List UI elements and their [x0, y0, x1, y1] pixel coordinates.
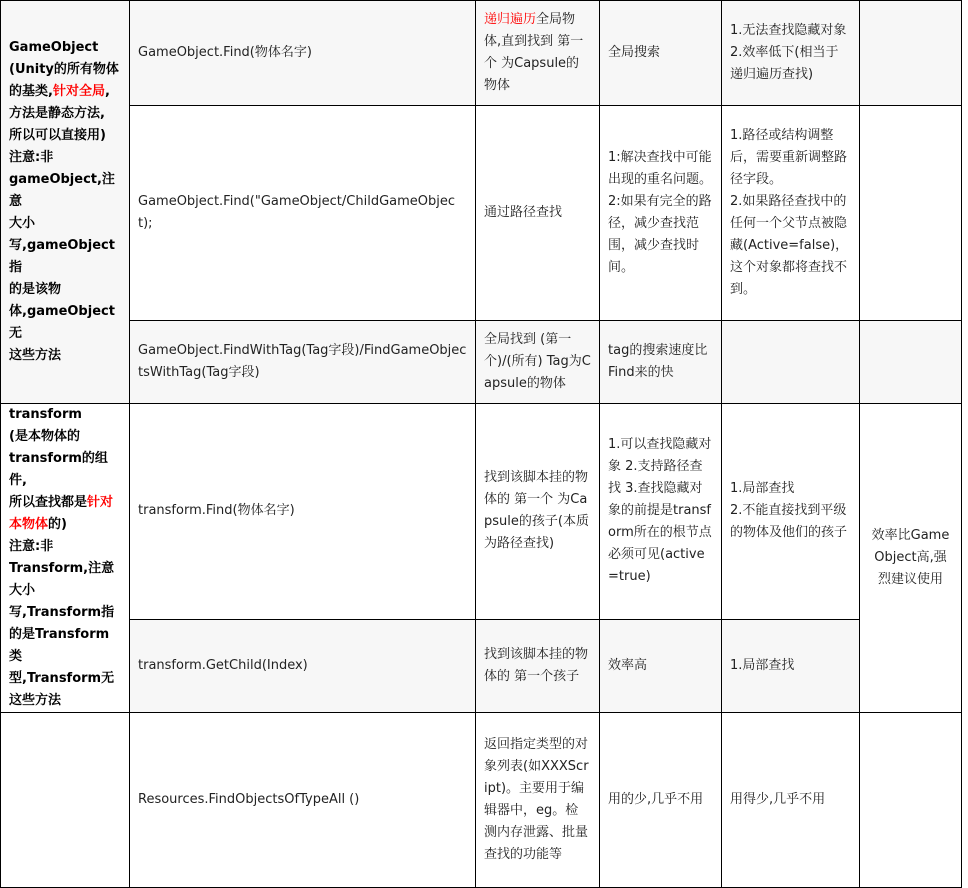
category-text: 体,gameObject无	[9, 304, 115, 341]
method-cell: GameObject.Find(物体名字)	[130, 1, 476, 106]
highlight-text: 针对	[87, 495, 114, 510]
table-row	[1, 1, 962, 106]
category-text: 写,Transform指	[9, 605, 115, 620]
category-text: 的)	[48, 517, 67, 532]
scope-cell: 用的少,几乎不用	[600, 713, 722, 888]
description-cell: 返回指定类型的对象列表(如XXXScript)。主要用于编辑器中，eg。检测内存泄露、批量查找的功能等	[476, 713, 600, 888]
category-text: 的是该物	[9, 282, 62, 297]
empty-cell	[860, 321, 962, 404]
note-cell: 用得少,几乎不用	[722, 713, 860, 888]
category-text: 方法是静态方法,	[9, 106, 105, 121]
category-text: 注意:非	[9, 539, 54, 554]
category-text: 型,Transform无	[9, 671, 115, 686]
scope-cell: 效率高	[600, 619, 722, 712]
table-row	[1, 404, 962, 620]
note-text: 1.无法查找隐藏对象	[730, 23, 847, 38]
category-text: 所以查找都是	[9, 495, 88, 510]
scope-cell	[600, 106, 722, 321]
method-cell: Resources.FindObjectsOfTypeAll ()	[130, 713, 476, 888]
category-text	[9, 81, 121, 103]
category-text: gameObject,注意	[9, 172, 115, 209]
highlight-text: 递归遍历	[484, 12, 537, 27]
scope-cell: 1.可以查找隐藏对象 2.支持路径查找 3.查找隐藏对象的前提是transform所在的根节点必须可见(active=true)	[600, 404, 722, 620]
empty-cell	[860, 1, 962, 106]
category-text: 注意:非	[9, 150, 54, 165]
table-row	[1, 619, 962, 712]
category-text: 的基类,	[9, 84, 53, 99]
category-text: (Unity的所有物体	[9, 62, 119, 77]
table-row	[1, 321, 962, 404]
category-text: 所以可以直接用)	[9, 128, 106, 143]
description-cell: 全局找到 (第一个)/(所有) Tag为Capsule的物体	[476, 321, 600, 404]
description-cell	[476, 1, 600, 106]
method-cell: transform.Find(物体名字)	[130, 404, 476, 620]
scope-cell: 全局搜索	[600, 1, 722, 106]
category-text: 大小	[9, 583, 36, 598]
method-cell: transform.GetChild(Index)	[130, 619, 476, 712]
category-text	[9, 492, 121, 514]
category-text: (是本物体的	[9, 429, 80, 444]
note-cell	[722, 1, 860, 106]
category-text: ,	[104, 84, 110, 99]
note-cell	[722, 106, 860, 321]
scope-cell: tag的搜索速度比Find来的快	[600, 321, 722, 404]
note-text: 2.不能直接找到平级的物体及他们的孩子	[730, 503, 848, 541]
note-text: 1.路径或结构调整后，需要重新调整路径字段。	[730, 128, 848, 187]
category-title: transform	[9, 407, 82, 422]
category-text: 大小	[9, 216, 36, 231]
category-text: transform的组件,	[9, 451, 108, 488]
description-cell: 通过路径查找	[476, 106, 600, 321]
category-cell-empty	[1, 713, 130, 888]
description-cell: 找到该脚本挂的物体的 第一个 为Capsule的孩子(本质为路径查找)	[476, 404, 600, 620]
description-cell: 找到该脚本挂的物体的 第一个孩子	[476, 619, 600, 712]
note-text: 1.局部查找	[730, 481, 795, 497]
category-text: 的是Transform类	[9, 627, 110, 664]
empty-cell	[860, 713, 962, 888]
highlight-text: 针对全局	[52, 84, 105, 99]
note-text: 2.如果路径查找中的任何一个父节点被隐藏(Active=false)，这个对象都将查找不到。	[730, 194, 849, 297]
note-text: 2.效率低下(相当于递归遍历查找)	[730, 45, 839, 82]
scope-text: 1:解决查找中可能出现的重名问题。	[608, 150, 713, 187]
note-cell	[722, 321, 860, 404]
category-text: 这些方法	[9, 348, 62, 363]
note-cell	[722, 404, 860, 620]
note-cell: 1.局部查找	[722, 619, 860, 712]
method-cell: GameObject.FindWithTag(Tag字段)/FindGameObjectsWithTag(Tag字段)	[130, 321, 476, 404]
category-text: 写,gameObject指	[9, 238, 115, 275]
category-cell-transform	[1, 404, 130, 713]
category-cell-gameobject	[1, 1, 130, 404]
efficiency-cell: 效率比GameObject高,强烈建议使用	[860, 404, 962, 713]
category-title: GameObject	[9, 40, 99, 55]
method-cell: GameObject.Find("GameObject/ChildGameObject);	[130, 106, 476, 321]
highlight-text: 本物体	[9, 517, 49, 532]
table-row	[1, 713, 962, 888]
scope-text: 2:如果有完全的路径，减少查找范围，减少查找时间。	[608, 194, 712, 275]
category-text: Transform,注意	[9, 561, 115, 576]
category-text: 这些方法	[9, 693, 62, 708]
description-text: 全局物体,直到找到 第一个 为Capsule的物体	[484, 12, 584, 93]
category-text	[9, 514, 121, 536]
empty-cell	[860, 106, 962, 321]
table-row	[1, 106, 962, 321]
